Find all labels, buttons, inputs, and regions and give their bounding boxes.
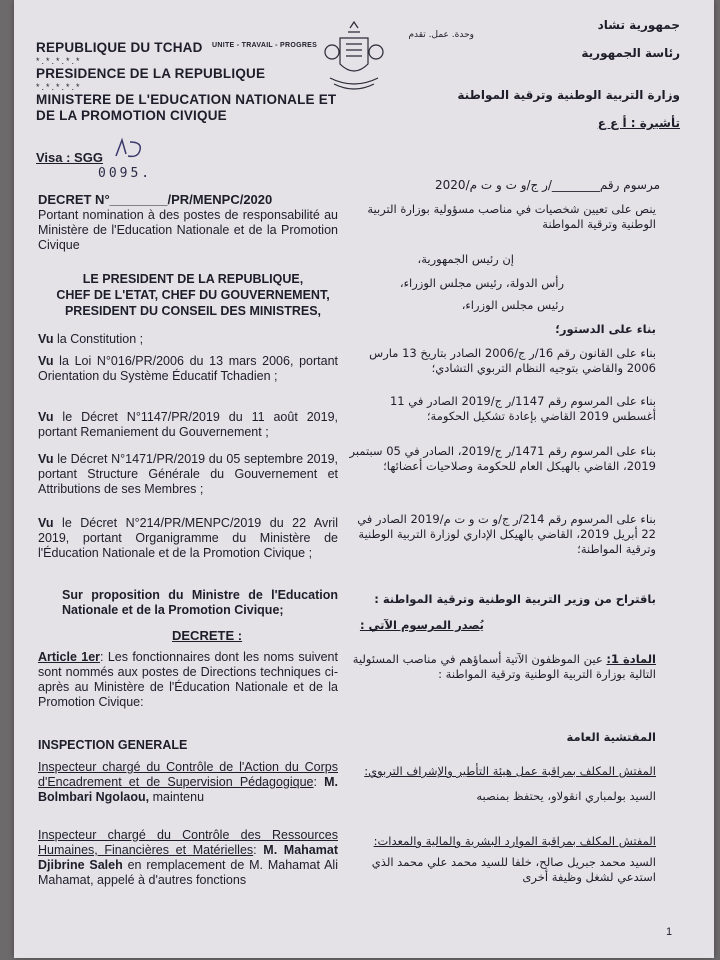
base-1471-ar: بناء على المرسوم رقم 1471/ر ج/2019، الصادر في 05 سبتمبر 2019، القاضي بالهيكل العام للحكومة وصلاحيات أعضائها؛: [349, 444, 656, 473]
header-presidency-ar: رئاسة الجمهورية: [581, 46, 680, 60]
base-1147-ar: بناء على المرسوم رقم 1147/ر ج/2019 الصادر في 11 أغسطس 2019 القاضي بإعادة تشكيل الحكومة؛: [389, 394, 656, 423]
visa-stamp-number: 0095.: [98, 166, 153, 181]
handwritten-initials: [112, 136, 146, 162]
proposal-ar: باقتراح من وزير التربية الوطنية وترقية المواطنة :: [374, 592, 656, 606]
header-motto-fr: UNITE - TRAVAIL - PROGRES: [212, 42, 318, 49]
header-republic: REPUBLIQUE DU TCHAD: [36, 40, 203, 55]
decrete-heading: DECRETE :: [172, 628, 243, 643]
article-1-fr: Article 1er: Les fonctionnaires dont les noms suivent sont nommés aux postes de Directions techniques ci-après au Ministère de l'Éducation Nationale et de la Promotion Civique:: [38, 650, 338, 709]
president-line-3: PRESIDENT DU CONSEIL DES MINISTRES,: [64, 304, 322, 318]
post-2-fr: Inspecteur chargé du Contrôle des Ressources Humaines, Financières et Matérielles: M. Mahamat Djibrine Saleh en remplacement de M. Mahamat Ali Mahamat, appelé à d'autres fonctions: [38, 828, 338, 887]
header-ministry-ar: وزارة التربية الوطنية وترقية المواطنة: [457, 88, 680, 102]
decree-object-fr: Portant nomination à des postes de responsabilité au Ministère de l'Education Nationale et de la Promotion Civique: [38, 208, 338, 252]
base-constitution-ar: بناء على الدستور؛: [555, 322, 656, 336]
president-line-1: LE PRESIDENT DE LA REPUBLIQUE,: [82, 272, 304, 286]
visa-label: Visa : SGG: [36, 150, 103, 165]
header-republic-ar: جمهورية تشاد: [597, 18, 680, 32]
decrete-heading-ar: يُصدر المرسوم الآتي :: [359, 618, 484, 632]
header-ministry-1: MINISTERE DE L'EDUCATION NATIONALE ET: [36, 92, 337, 107]
proposal-fr: Sur proposition du Ministre de l'Education Nationale et de la Promotion Civique;: [62, 588, 338, 617]
vu-loi-016: Vu la Loi N°016/PR/2006 du 13 mars 2006, portant Orientation du Système Éducatif Tchadien ;: [38, 354, 338, 383]
vu-constitution: Vu la Constitution ;: [38, 332, 144, 346]
article-1-ar: المادة 1: عين الموظفون الآتية أسماؤهم في مناصب المسئولية التالية بوزارة التربية الوطنية وترقية المواطنة :: [352, 652, 656, 681]
section-inspection-generale-ar: المفتشية العامة: [566, 730, 656, 744]
base-214-ar: بناء على المرسوم رقم 214/ر ج/و ت و ت م/2019 الصادر في 22 أبريل 2019، القاضي بالهيكل الإداري لوزارة التربية الوطنية وترقية المواطنة؛: [357, 512, 656, 556]
coat-of-arms-seal: [320, 18, 388, 98]
header-ministry-2: DE LA PROMOTION CIVIQUE: [36, 108, 227, 123]
header-stars-2: *.*.*.*.*: [36, 82, 82, 92]
president-line-1-ar: إن رئيس الجمهورية،: [417, 252, 514, 266]
decree-title-fr: DECRET N°________/PR/MENPC/2020: [38, 192, 273, 207]
post-1-ar: المفتش المكلف بمراقبة عمل هيئة التأطير والإشراف التربوي: السيد بولمباري انقولاو، يحتفظ بمنصبه: [364, 764, 656, 803]
header-motto-ar: وحدة. عمل. تقدم: [408, 30, 474, 40]
page-number: 1: [666, 926, 673, 938]
header-stars-1: *.*.*.*.*: [36, 56, 82, 66]
president-line-2: CHEF DE L'ETAT, CHEF DU GOUVERNEMENT,: [56, 288, 330, 302]
section-inspection-generale: INSPECTION GENERALE: [38, 738, 188, 752]
post-2-ar: المفتش المكلف بمراقبة الموارد البشرية والمالية والمعدات: السيد محمد جبريل صالح، خلفا للسيد محمد علي محمد الذي استدعي لشغل وظيفة أخرى: [371, 834, 656, 884]
post-1-fr: Inspecteur chargé du Contrôle de l'Action du Corps d'Encadrement et de Supervision Pédagogique: M. Bolmbari Ngolaou, maintenu: [38, 760, 339, 804]
decree-document: [14, 0, 714, 958]
base-loi-ar: بناء على القانون رقم 16/ر ج/2006 الصادر بتاريخ 13 مارس 2006 والقاضي بتوجيه النظام التربوي التشادي؛: [369, 346, 656, 375]
president-line-3-ar: رئيس مجلس الوزراء،: [461, 298, 564, 312]
decree-title-ar: مرسوم رقم________/ر ج/و ت و ت م/2020: [435, 178, 660, 192]
vu-decret-1147: Vu le Décret N°1147/PR/2019 du 11 août 2019, portant Remaniement du Gouvernement ;: [38, 410, 338, 439]
vu-decret-214: Vu le Décret N°214/PR/MENPC/2019 du 22 Avril 2019, portant Organigramme du Ministère de l'Éducation Nationale et de la Promotion Civique ;: [38, 516, 338, 560]
decree-object-ar: ينص على تعيين شخصيات في مناصب مسؤولية بوزارة التربية الوطنية وترقية المواطنة: [367, 202, 656, 231]
president-line-2-ar: رأس الدولة، رئيس مجلس الوزراء،: [399, 276, 564, 290]
header-presidency: PRESIDENCE DE LA REPUBLIQUE: [36, 66, 266, 81]
vu-decret-1471: Vu le Décret N°1471/PR/2019 du 05 septembre 2019, portant Structure Générale du Gouvernement et Attributions de ses Membres ;: [38, 452, 338, 496]
header-visa-ar: تأشيرة : أ ع ع: [597, 116, 680, 130]
